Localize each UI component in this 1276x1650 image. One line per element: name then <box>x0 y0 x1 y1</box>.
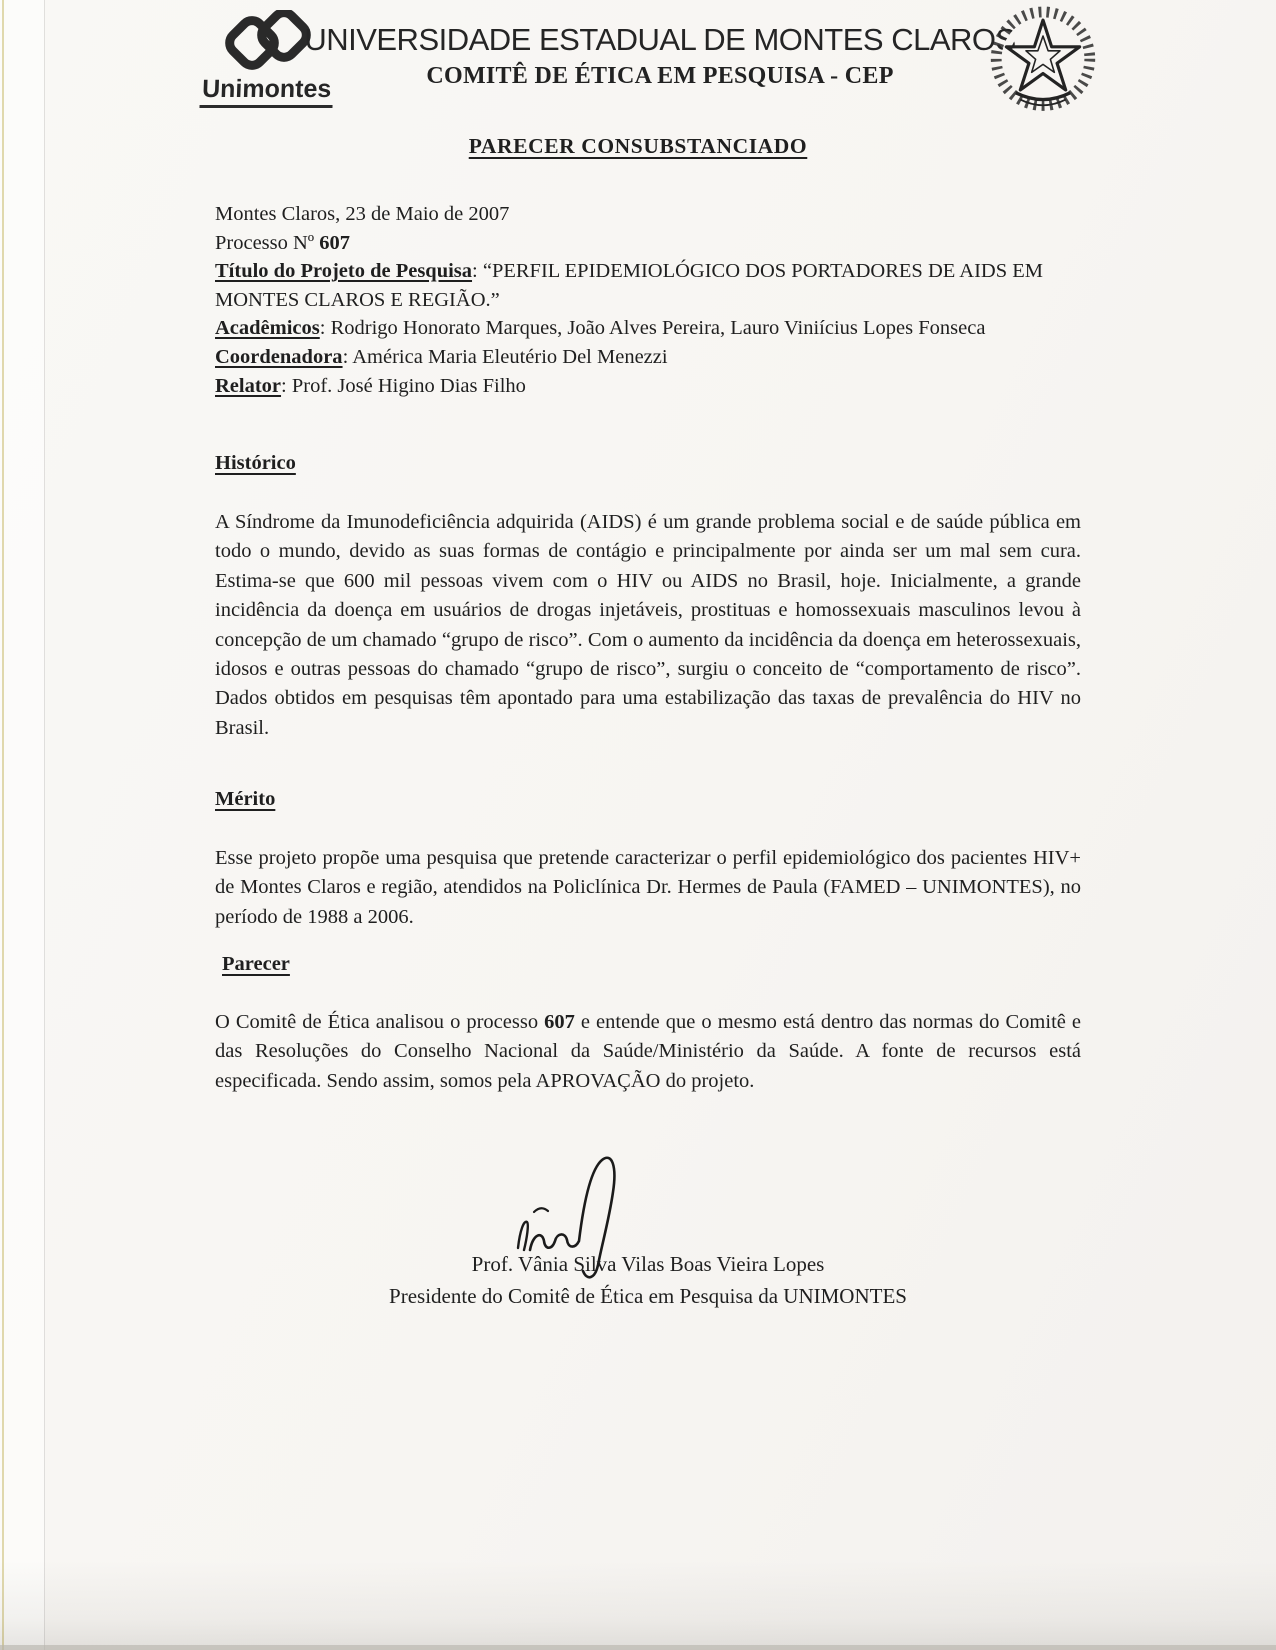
scan-left-strip <box>0 0 44 1650</box>
letterhead <box>300 22 1020 90</box>
committee-name: COMITÊ DE ÉTICA EM PESQUISA - CEP <box>426 63 894 89</box>
signatory-name: Prof. Vânia Silva Vilas Boas Vieira Lopes <box>471 1252 825 1276</box>
meta-city-date: Montes Claros, 23 de Maio de 2007 <box>215 203 510 225</box>
parecer-body-pre: O Comitê de Ética analisou o processo <box>215 1011 545 1033</box>
minas-gerais-coat-of-arms-icon <box>986 2 1100 120</box>
university-name: UNIVERSIDADE ESTADUAL DE MONTES CLAROS <box>304 22 1016 57</box>
scan-edge-fold-line <box>44 0 45 1650</box>
coordenadora-value: : América Maria Eleutério Del Menezzi <box>342 345 668 368</box>
parecer-body-post: e entende que o mesmo está dentro das normas do Comitê e das Resoluções do Conselho Nacional da Saúde/Ministério da Saúde. A fonte de recursos está especificada. Sendo assim, somos pela APROVAÇÃO do projeto. <box>215 1011 1081 1092</box>
section-merito-heading: Mérito <box>215 788 276 810</box>
document-title: PARECER CONSUBSTANCIADO <box>468 134 808 158</box>
signature-block <box>215 1248 1081 1312</box>
meta-academicos <box>215 314 1081 343</box>
relator-label: Relator <box>215 374 282 397</box>
parecer-process-number: 607 <box>544 1011 575 1033</box>
processo-label: Processo Nº <box>215 231 315 254</box>
academicos-label: Acadêmicos <box>215 317 320 340</box>
titulo-value: : “PERFIL EPIDEMIOLÓGICO DOS PORTADORES DE AIDS EM MONTES CLAROS E REGIÃO.” <box>215 260 1043 311</box>
unimontes-wordmark: Unimontes <box>200 77 334 108</box>
scan-edge-yellow-line <box>2 0 4 1650</box>
section-merito-body: Esse projeto propõe uma pesquisa que pretende caracterizar o perfil epidemiológico dos pacientes HIV+ de Montes Claros e região, atendidos na Policlínica Dr. Hermes de Paula (FAMED – UNIMONTES), no período de 1988 a 2006. <box>215 847 1081 928</box>
meta-relator <box>215 372 1081 401</box>
coordenadora-label: Coordenadora <box>215 345 343 368</box>
meta-coordenadora <box>215 343 1081 372</box>
scan-bottom-edge <box>0 1645 1276 1650</box>
processo-number: 607 <box>319 231 351 254</box>
signatory-role: Presidente do Comitê de Ética em Pesquisa da UNIMONTES <box>389 1284 907 1308</box>
relator-value: : Prof. José Higino Dias Filho <box>281 374 526 397</box>
section-historico-body: A Síndrome da Imunodeficiência adquirida (AIDS) é um grande problema social e de saúde pública em todo o mundo, devido as suas formas de contágio e principalmente por ainda ser um mal sem cura. Estima-se que 600 mil pessoas vivem com o HIV ou AIDS no Brasil, hoje. Inicialmente, a grande incidência da doença em usuários de drogas injetáveis, prostituas e homossexuais masculinos levou à concepção de um chamado “grupo de risco”. Com o aumento da incidência da doença em heterossexuais, idosos e outras pessoas do chamado “grupo de risco”, surgiu o conceito de “comportamento de risco”. Dados obtidos em pesquisas têm apontado para uma estabilização das taxas de prevalência do HIV no Brasil. <box>215 511 1081 739</box>
section-parecer-heading: Parecer <box>222 953 290 975</box>
section-historico-heading: Histórico <box>215 452 296 474</box>
academicos-value: : Rodrigo Honorato Marques, João Alves Pereira, Lauro Viniícius Lopes Fonseca <box>319 317 986 340</box>
section-parecer-body <box>215 1008 1081 1096</box>
meta-processo <box>215 229 1081 258</box>
titulo-label: Título do Projeto de Pesquisa <box>215 260 473 283</box>
scan-bottom-shadow <box>0 1560 1276 1650</box>
document-meta <box>215 200 1081 400</box>
meta-titulo <box>215 257 1081 314</box>
